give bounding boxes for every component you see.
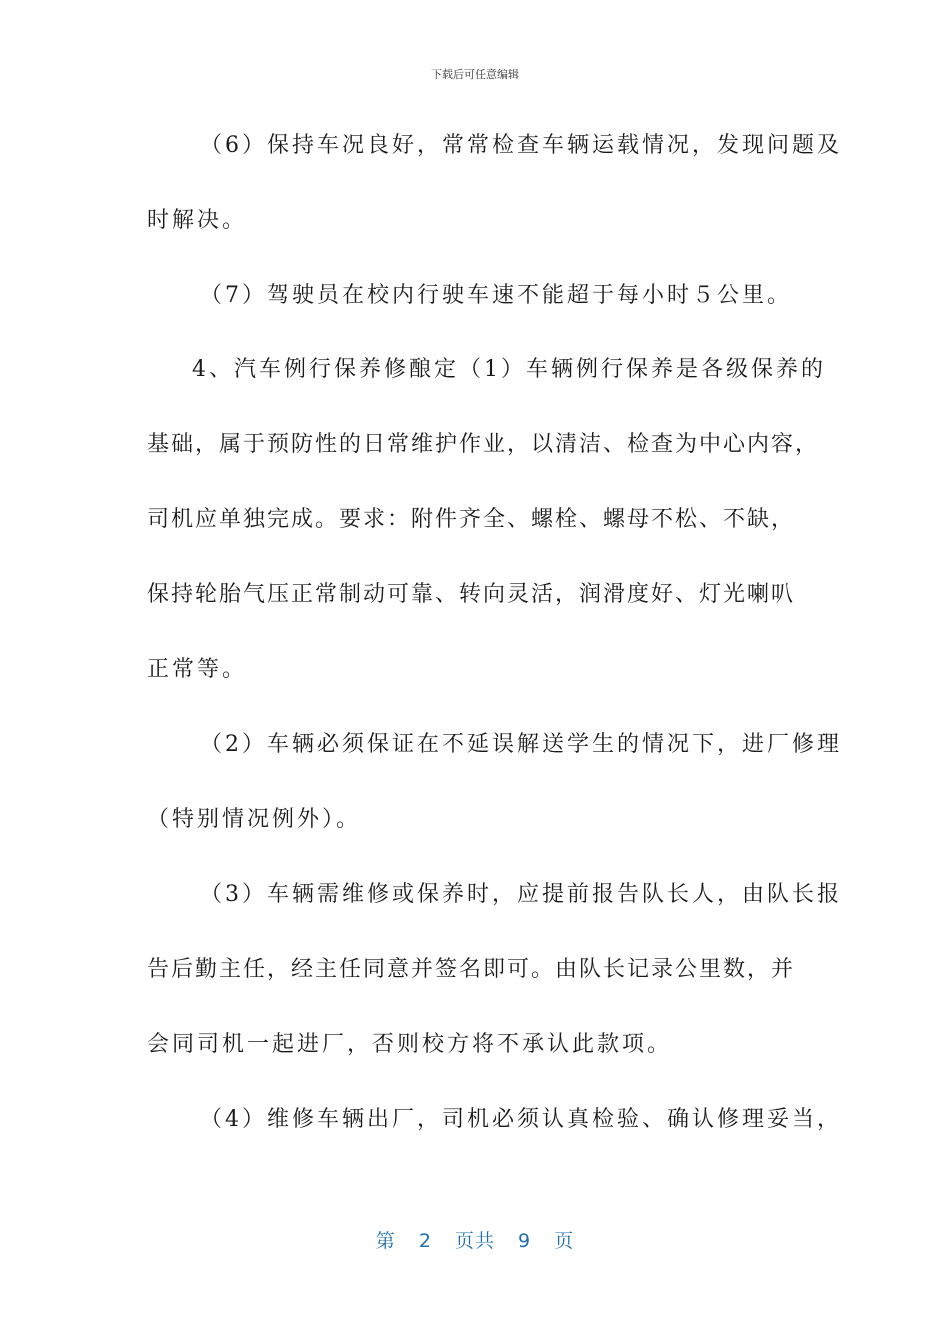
footer-suffix: 页 (554, 1230, 575, 1252)
paragraph-line: 会同司机一起进厂，否则校方将不承认此款项。 (147, 1032, 673, 1057)
paragraph-line: 司机应单独完成。要求：附件齐全、螺栓、螺母不松、不缺， (147, 507, 796, 532)
paragraph-line: （3）车辆需维修或保养时，应提前报告队长人，由队长报 (200, 882, 842, 907)
paragraph-line: 保持轮胎气压正常制动可靠、转向灵活，润滑度好、灯光喇叭 (147, 582, 796, 607)
footer-middle: 页共 (454, 1230, 495, 1252)
paragraph-line: 告后勤主任，经主任同意并签名即可。由队长记录公里数，并 (147, 957, 796, 982)
paragraph-line: 时解决。 (147, 208, 248, 233)
paragraph-line: （2）车辆必须保证在不延误解送学生的情况下，进厂修理 (200, 732, 842, 757)
paragraph-line: （6）保持车况良好，常常检查车辆运载情况，发现问题及 (200, 133, 842, 158)
paragraph-line: 基础，属于预防性的日常维护作业，以清洁、检查为中心内容， (147, 432, 820, 457)
page-header: 下载后可任意编辑 (431, 68, 519, 81)
paragraph-line: （4）维修车辆出厂，司机必须认真检验、确认修理妥当， (200, 1107, 842, 1132)
page-footer (0, 1226, 950, 1253)
paragraph-line: 正常等。 (147, 657, 248, 682)
paragraph-line: （7）驾驶员在校内行驶车速不能超于每小时５公里。 (200, 283, 792, 308)
paragraph-line: 4、汽车例行保养修酿定（1）车辆例行保养是各级保养的 (192, 357, 826, 382)
footer-page-number: 2 (418, 1230, 432, 1252)
footer-prefix: 第 (375, 1230, 396, 1252)
paragraph-line: （特别情况例外）。 (147, 807, 362, 832)
footer-total-pages: 9 (518, 1230, 532, 1252)
